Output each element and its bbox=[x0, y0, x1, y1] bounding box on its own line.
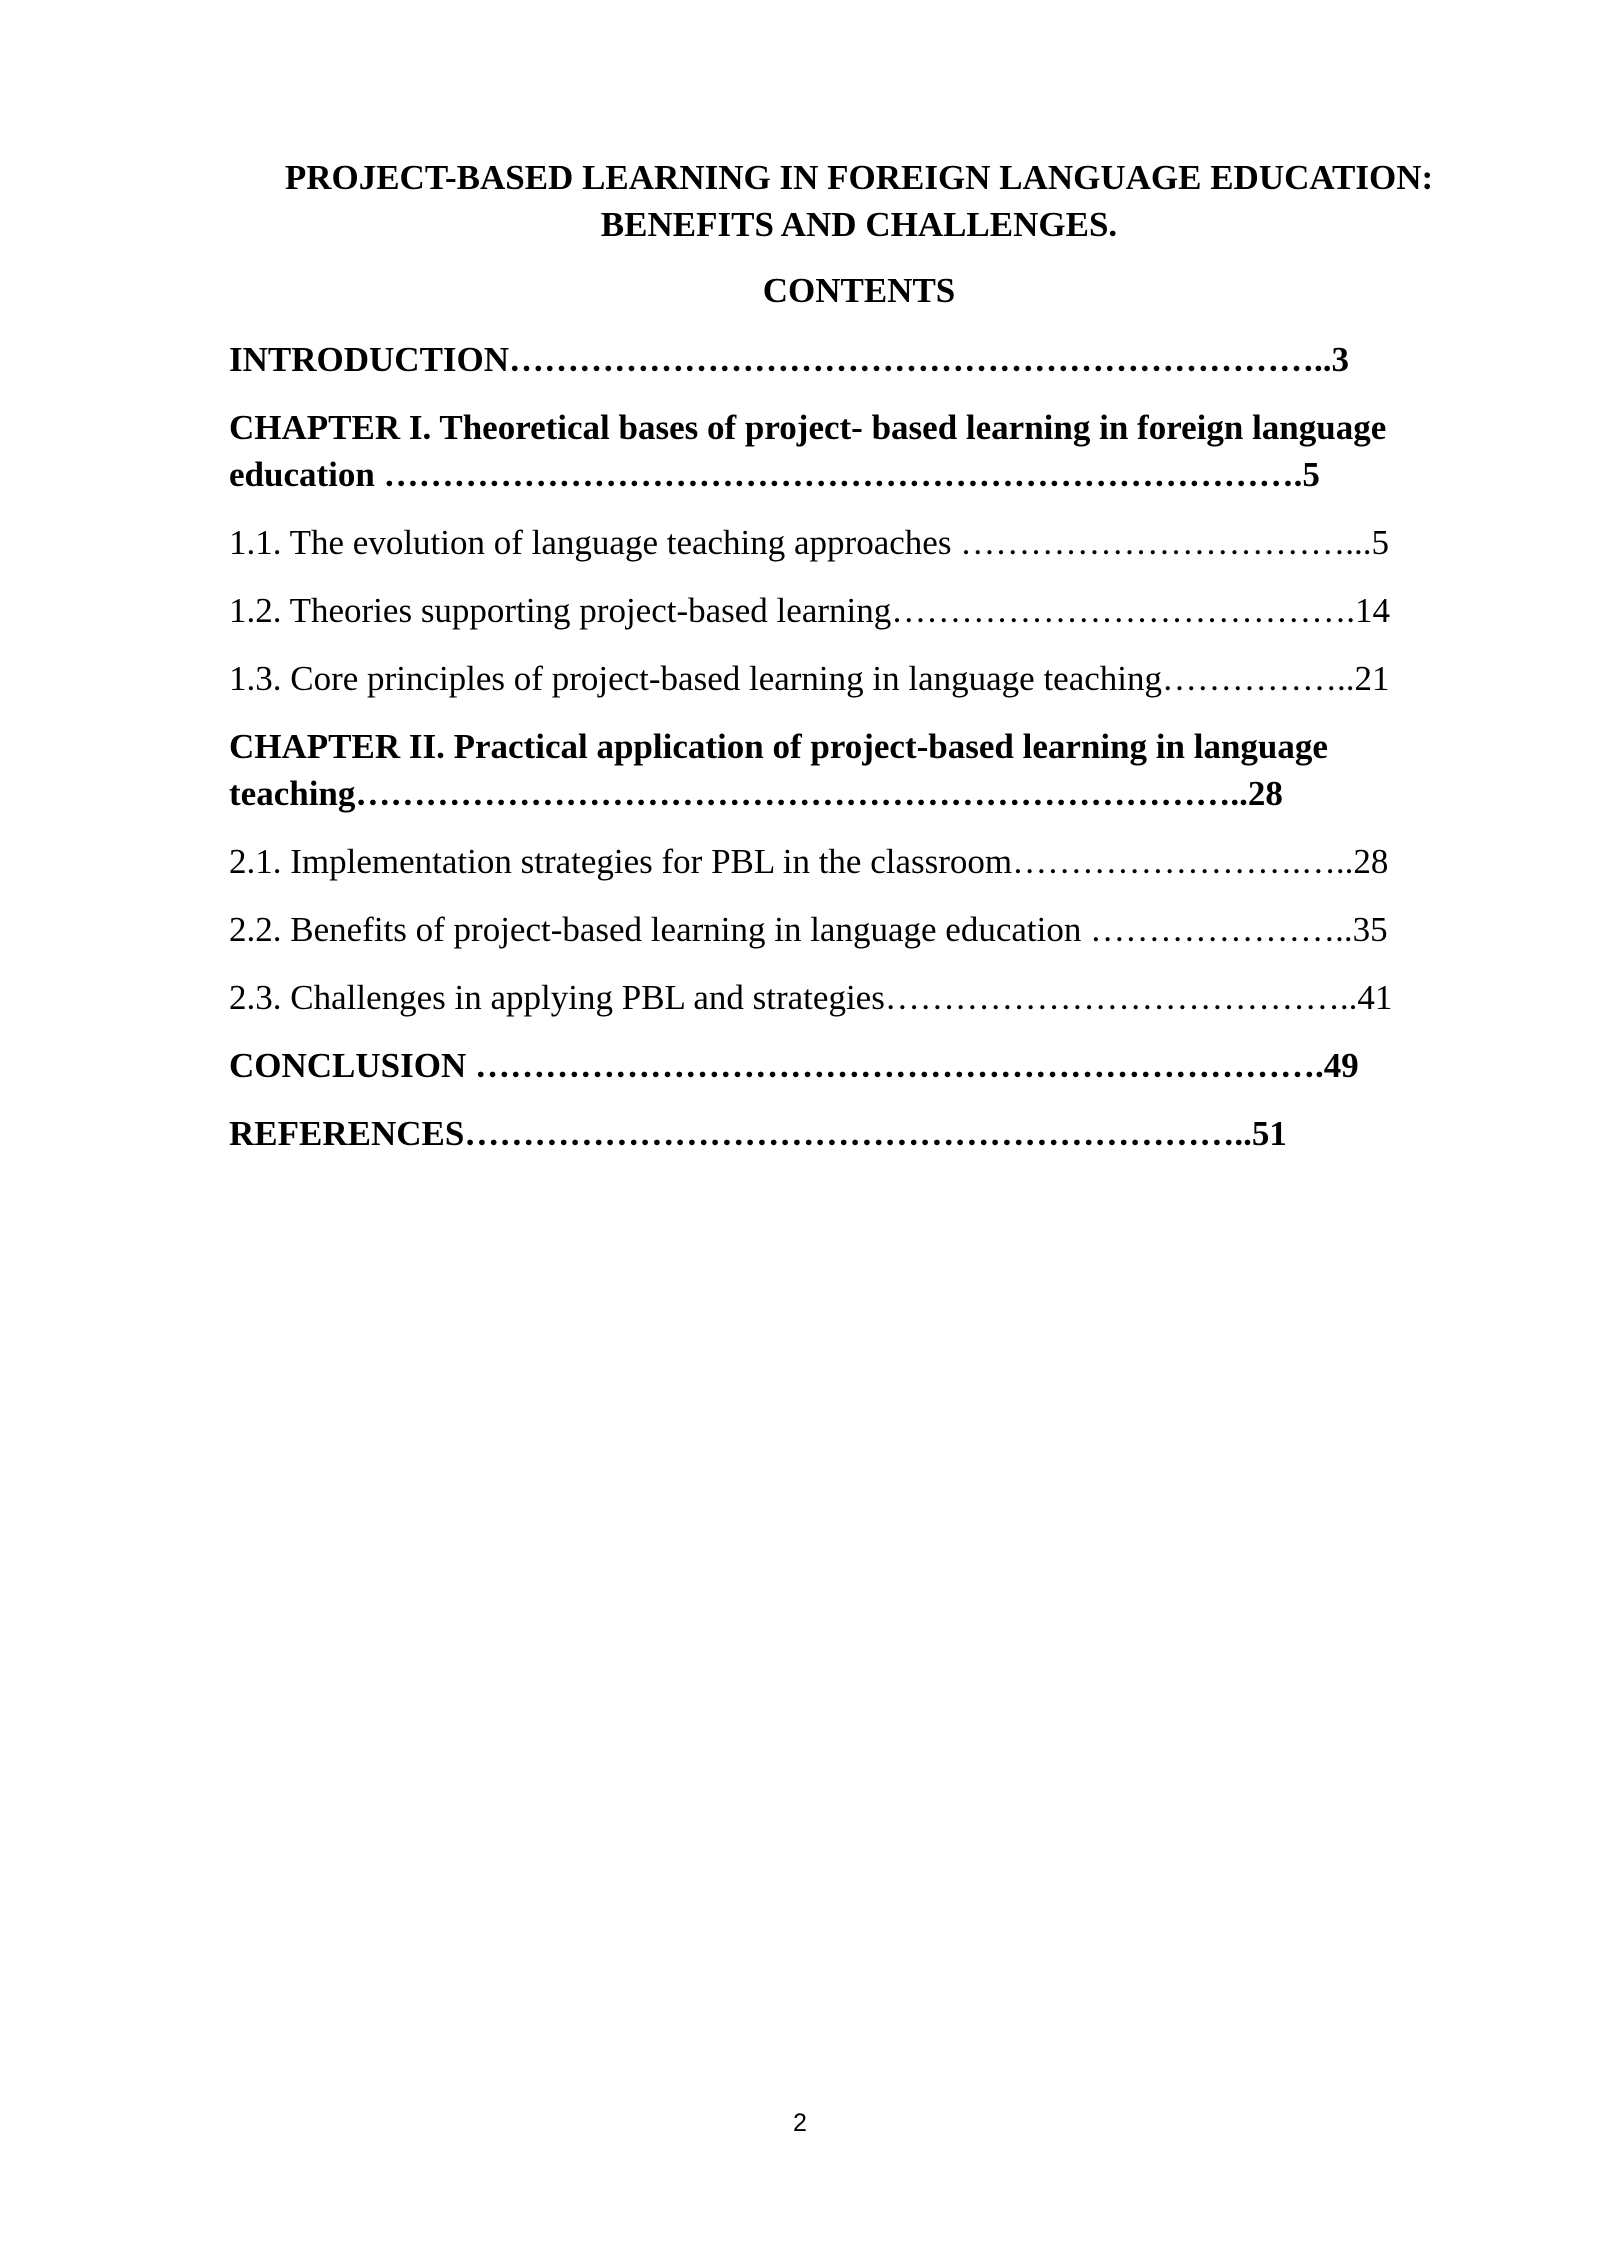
toc-entry-1-3: 1.3. Core principles of project-based learning in language teaching……………..21 bbox=[229, 659, 1390, 698]
toc-entry-conclusion: CONCLUSION ……………………………………………………………….49 bbox=[229, 1046, 1359, 1085]
toc-entry-chapter-1-cont: education …………………………………………………………………….5 bbox=[229, 455, 1320, 494]
toc-entry-1-2: 1.2. Theories supporting project-based learning………………………………….14 bbox=[229, 591, 1390, 630]
toc-entry-2-1: 2.1. Implementation strategies for PBL in the classroom…………………….…..28 bbox=[229, 842, 1389, 881]
toc-entry-chapter-2: CHAPTER II. Practical application of project-based learning in language bbox=[229, 727, 1328, 766]
toc-entry-chapter-1: CHAPTER I. Theoretical bases of project- based learning in foreign language bbox=[229, 408, 1387, 447]
toc-entry-2-2: 2.2. Benefits of project-based learning in language education …………………..35 bbox=[229, 910, 1388, 949]
toc-entry-1-1: 1.1. The evolution of language teaching approaches ……………………………...5 bbox=[229, 523, 1389, 562]
toc-entry-chapter-2-cont: teaching…………………………………………………………………..28 bbox=[229, 774, 1283, 813]
title-line-1: PROJECT-BASED LEARNING IN FOREIGN LANGUAGE EDUCATION: bbox=[284, 158, 1434, 197]
toc-entry-references: REFERENCES…………………………………………………………..51 bbox=[229, 1114, 1287, 1153]
toc-entry-introduction: INTRODUCTION……………………………………………………………..3 bbox=[229, 340, 1350, 379]
contents-heading: CONTENTS bbox=[762, 271, 956, 310]
page-number: 2 bbox=[793, 2109, 807, 2137]
document-title bbox=[229, 154, 1489, 248]
toc-entry-2-3: 2.3. Challenges in applying PBL and strategies…………………………………..41 bbox=[229, 978, 1393, 1017]
title-line-2: BENEFITS AND CHALLENGES. bbox=[600, 205, 1118, 244]
